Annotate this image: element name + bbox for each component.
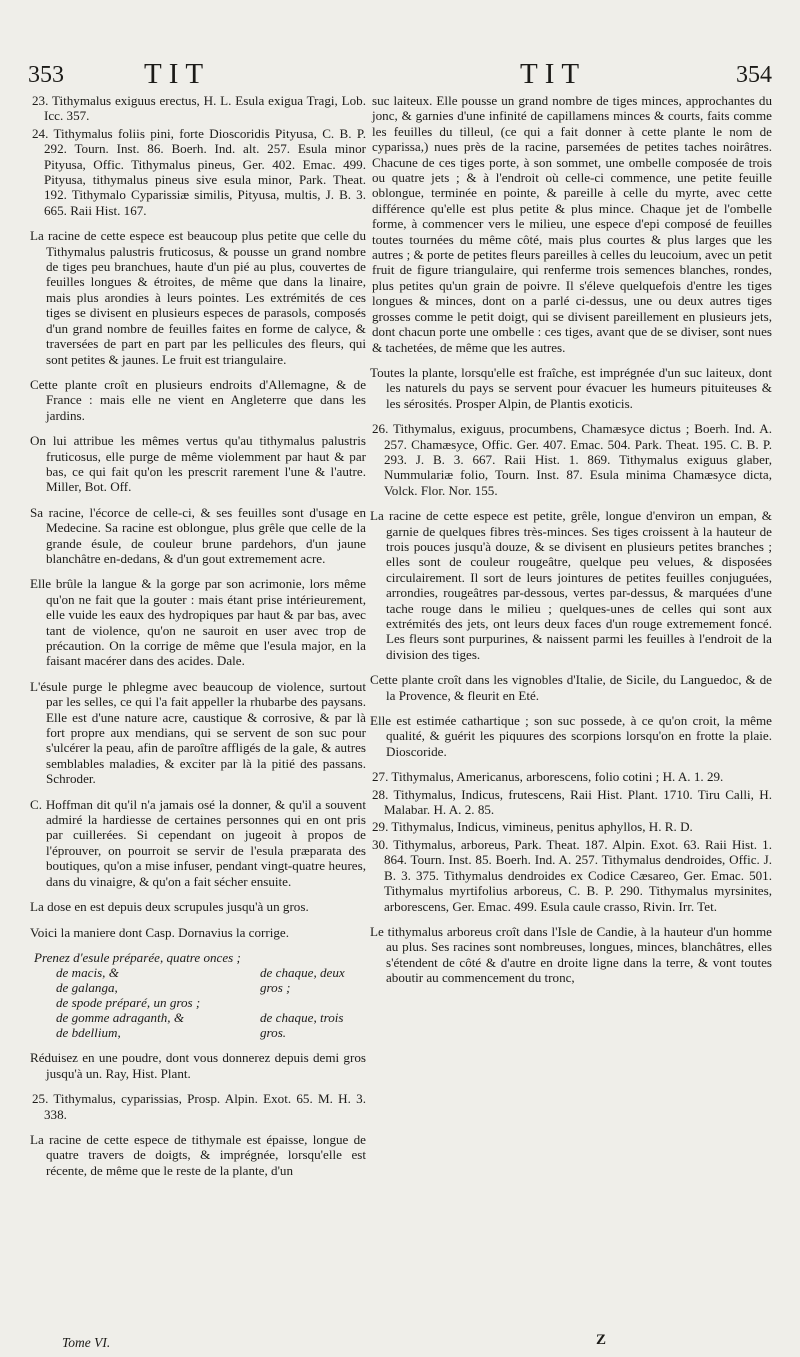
left-page-number: 353 (28, 62, 64, 88)
paragraph-root-26: La racine de cette espece est petite, grêle, longue d'environ un empan, & garnie de quelques fibres très-minces. Ses tiges croissent à la hauteur de trois pouces jusqu'à douze, & se divisent en plusieurs petites branches ; elles sont de couleur rougeâtre, quelque peu velues, & disposées circulairement. Il sort de leurs jointures de petites feuilles conjuguées, arrondies, rougeâtres par-dessous, vertes par-dessus, & marquées d'une tache rouge dans le milieu ; quelques-unes de celles qui sont aux extrémités des jets, ont leurs deux faces d'un rouge extremement foncé. Les fleurs sont purpurines, & naissent parmi les feuilles à l'endroit de la division des tiges. (370, 508, 772, 662)
entry-23: 23. Tithymalus exiguus erectus, H. L. Esula exigua Tragi, Lob. Icc. 357. (32, 93, 366, 124)
right-running-title: TIT (520, 58, 587, 90)
right-column (370, 93, 772, 996)
recipe-row: de bdellium, gros. (56, 1025, 287, 1041)
paragraph-root-25: La racine de cette espece de tithymale est épaisse, longue de quatre travers de doigts, & imprégnée, lorsqu'elle est récente, de même que le reste de la plante, d'un (30, 1131, 366, 1178)
recipe-row: de galanga, gros ; (56, 980, 291, 996)
paragraph-root-use: Sa racine, l'écorce de celle-ci, & ses feuilles sont d'usage en Medecine. Sa racine est oblongue, plus grêle que celle de la grande ésule, de couleur brune pardehors, d'un jaune blanchâtre en-dedans, & d'un gout extremement acre. (30, 504, 366, 566)
paragraph-purge: L'ésule purge le phlegme avec beaucoup de violence, surtout par les selles, ce qui l'a fait appeller la rhubarbe des paysans. Elle est d'une nature acre, caustique & corrosive, & par là fort propre aux mendians, qui se servent de son suc pour s'ulcérer la peau, afin de paroître affligés de la gale, & autres semblables maladies, & exciter par là la pitié des passans. Schroder. (30, 678, 366, 787)
paragraph-arboreus: Le tithymalus arboreus croît dans l'Isle de Candie, à la hauteur d'un homme au plus. Ses racines sont nombreuses, longues, minces, blanchâtres, elles s'étendent de côté & d'autre en droite ligne dans la terre, & vont toutes aboutir au commencement du tronc, (370, 923, 772, 986)
volume-footer: Tome VI. (62, 1335, 111, 1350)
paragraph-milky-sap: Toutes la plante, lorsqu'elle est fraîche, est imprégnée d'un suc laiteux, dont les naturels du pays se servent pour évacuer les humeurs pituiteuses & les sérosités. Prosper Alpin, de Plantis exoticis. (370, 364, 772, 411)
entry-27: 27. Tithymalus, Americanus, arborescens, folio cotini ; H. A. 1. 29. (372, 769, 724, 785)
paragraph-dose: La dose en est depuis deux scrupules jusqu'à un gros. (30, 899, 309, 915)
left-column (30, 93, 366, 1188)
left-running-title: TIT (144, 58, 211, 90)
paragraph-cathartic: Elle est estimée cathartique ; son suc possede, à ce qu'on croit, la même qualité, & guérit les piquures des scorpions lorsqu'on en frotte la plaie. Dioscoride. (370, 713, 772, 759)
recipe-block (34, 950, 366, 1040)
paragraph-acrimony: Elle brûle la langue & la gorge par son acrimonie, lors même qu'on ne fait que la gouter : mais étant prise intérieurement, elle vuide les eaux des hydropiques par haut & par bas, avec tant de violence, qu'on ne sauroit en user avec trop de précaution. On la corrige de même que l'esula major, en la faisant macérer dans des acides. Dale. (30, 576, 366, 669)
right-page-number: 354 (736, 62, 772, 88)
entry-30: 30. Tithymalus, arboreus, Park. Theat. 187. Alpin. Exot. 63. Raii Hist. 1. 864. Tourn. Inst. 85. Boerh. Ind. A. 257. Tithymalus dendroides, Offic. J. B. 3. 375. Tithymalus dendroides ex Codice Cæsareo, Ger. Emac. 501. Tithymalus myrtifolius arboreus, C. B. P. 290. Tithymalus myrsinites, arborescens, Ger. Emac. 499. Esula caule crasso, Rivin. Irr. Tet. (372, 836, 772, 914)
recipe-row: de macis, & de chaque, deux (56, 965, 345, 981)
recipe-row: de gomme adraganth, & de chaque, trois (56, 1010, 344, 1026)
entry-29: 29. Tithymalus, Indicus, vimineus, penitus aphyllos, H. R. D. (372, 819, 693, 835)
entry-25: 25. Tithymalus, cyparissias, Prosp. Alpin. Exot. 65. M. H. 3. 338. (32, 1091, 366, 1122)
signature-mark: Z (596, 1332, 607, 1348)
entry-24: 24. Tithymalus foliis pini, forte Dioscoridis Pityusa, C. B. P. 292. Tourn. Inst. 86. Boerh. Ind. alt. 257. Esula minor Pityusa, Offic. Tithymalus pineus, Ger. 402. Emac. 499. Pityusa, tithymalus pineus sive esula minor, Park. Theat. 192. Tithymalo Cyparissiæ similis, Pityusa, multis, J. B. 3. 665. Raii Hist. 167. (32, 125, 366, 218)
paragraph-continued: suc laiteux. Elle pousse un grand nombre de tiges minces, approchantes du jonc, & garnies d'une infinité de capillamens minces & courts, faits comme les feuilles du tilleul, (ce qui a fait donner à cette plante le nom de cyparissa,) nues près de la racine, parsemées de petites taches noirâtres. Chacune de ces tiges porte, à son sommet, une ombelle composée de trois ou quatre jets ; & à l'endroit où celle-ci commence, une petite feuille oblongue, terminée en pointe, & pareille à celle du myrte, avec cette différence qu'elle est plus petite & plus mince. Chaque jet de l'ombelle forme, à commencer vers le milieu, une espece d'epi composé de feuilles toutes tournées du même côté, mais plus courtes & plus larges que les autres ; & porte de petites fleurs pareilles à celles du leucoium, avec un petit fruit de figure triangulaire, qui renferme trois semences blanches, rondes, plus petites qu'un grain de poivre. Il s'éleve quelquefois d'entre les tiges longues & minces, dont on a parlé ci-dessus, une ou deux autres tiges grosses comme le petit doigt, qui se divisent pareillement en plusieurs jets, dont chacun porte une ombelle : ces tiges, avant que de se diviser, sont nues & tachetées, de même que les autres. (372, 93, 772, 355)
paragraph-dornavius: Voici la maniere dont Casp. Dornavius la corrige. (30, 924, 290, 940)
entry-28: 28. Tithymalus, Indicus, frutescens, Raii Hist. Plant. 1710. Tiru Calli, H. Malabar. H. A. 2. 85. (372, 786, 772, 818)
paragraph-virtues: On lui attribue les mêmes vertus qu'au tithymalus palustris fruticosus, elle purge de même violemment par haut & par bas, ce qui fait qu'on les prescrit rarement l'une & l'autre. Miller, Bot. Off. (30, 433, 366, 495)
paragraph-habitat-26: Cette plante croît dans les vignobles d'Italie, de Sicile, du Languedoc, & de la Provence, & fleurit en Eté. (370, 672, 772, 703)
entry-26: 26. Tithymalus, exiguus, procumbens, Chamæsyce dictus ; Boerh. Ind. A. 257. Chamæsyce, Offic. Ger. 407. Emac. 504. Park. Theat. 195. C. B. P. 293. J. B. 3. 667. Raii Hist. 1. 869. Tithymalus exiguus glaber, Nummulariæ folio, Tourn. Inst. 87. Esula minima Chamæsyce dicta, Volck. Flor. Nor. 155. (372, 421, 772, 498)
paragraph-reduce: Réduisez en une poudre, dont vous donnerez depuis demi gros jusqu'à un. Ray, Hist. Plant. (30, 1050, 366, 1081)
running-header (28, 58, 772, 94)
recipe-head: Prenez d'esule préparée, quatre onces ; (34, 949, 241, 965)
recipe-row: de spode préparé, un gros ; (56, 995, 201, 1011)
paragraph-hoffman: C. Hoffman dit qu'il n'a jamais osé la donner, & qu'il a souvent admiré la hardiesse de certaines personnes qui en ont pris par cuillerées. Si cependant on jugeoit à propos de l'éprouver, on pourroit se servir de l'esula præparata des boutiques, qu'on a mise infuser, pendant vingt-quatre heures, dans du vinaigre, & qu'on a fait sécher ensuite. (30, 796, 366, 889)
paragraph-root-description: La racine de cette espece est beaucoup plus petite que celle du Tithymalus palustris fruticosus, & pousse un grand nombre de tiges peu branchues, haute d'un pié au plus, couvertes de feuilles longues & étroites, de même que dans la linaire, mais plus arondies à leurs pointes. Les extrémités de ces tiges se divisent en plusieurs especes de parasols, composés d'un grand nombre de feuilles faites en forme de calyce, & traversées de part en part par les pellicules des fleurs, qui sont petites & jaunes. Le fruit est triangulaire. (30, 228, 366, 367)
paragraph-habitat: Cette plante croît en plusieurs endroits d'Allemagne, & de France : mais elle ne vient en Angleterre que dans les jardins. (30, 376, 366, 423)
